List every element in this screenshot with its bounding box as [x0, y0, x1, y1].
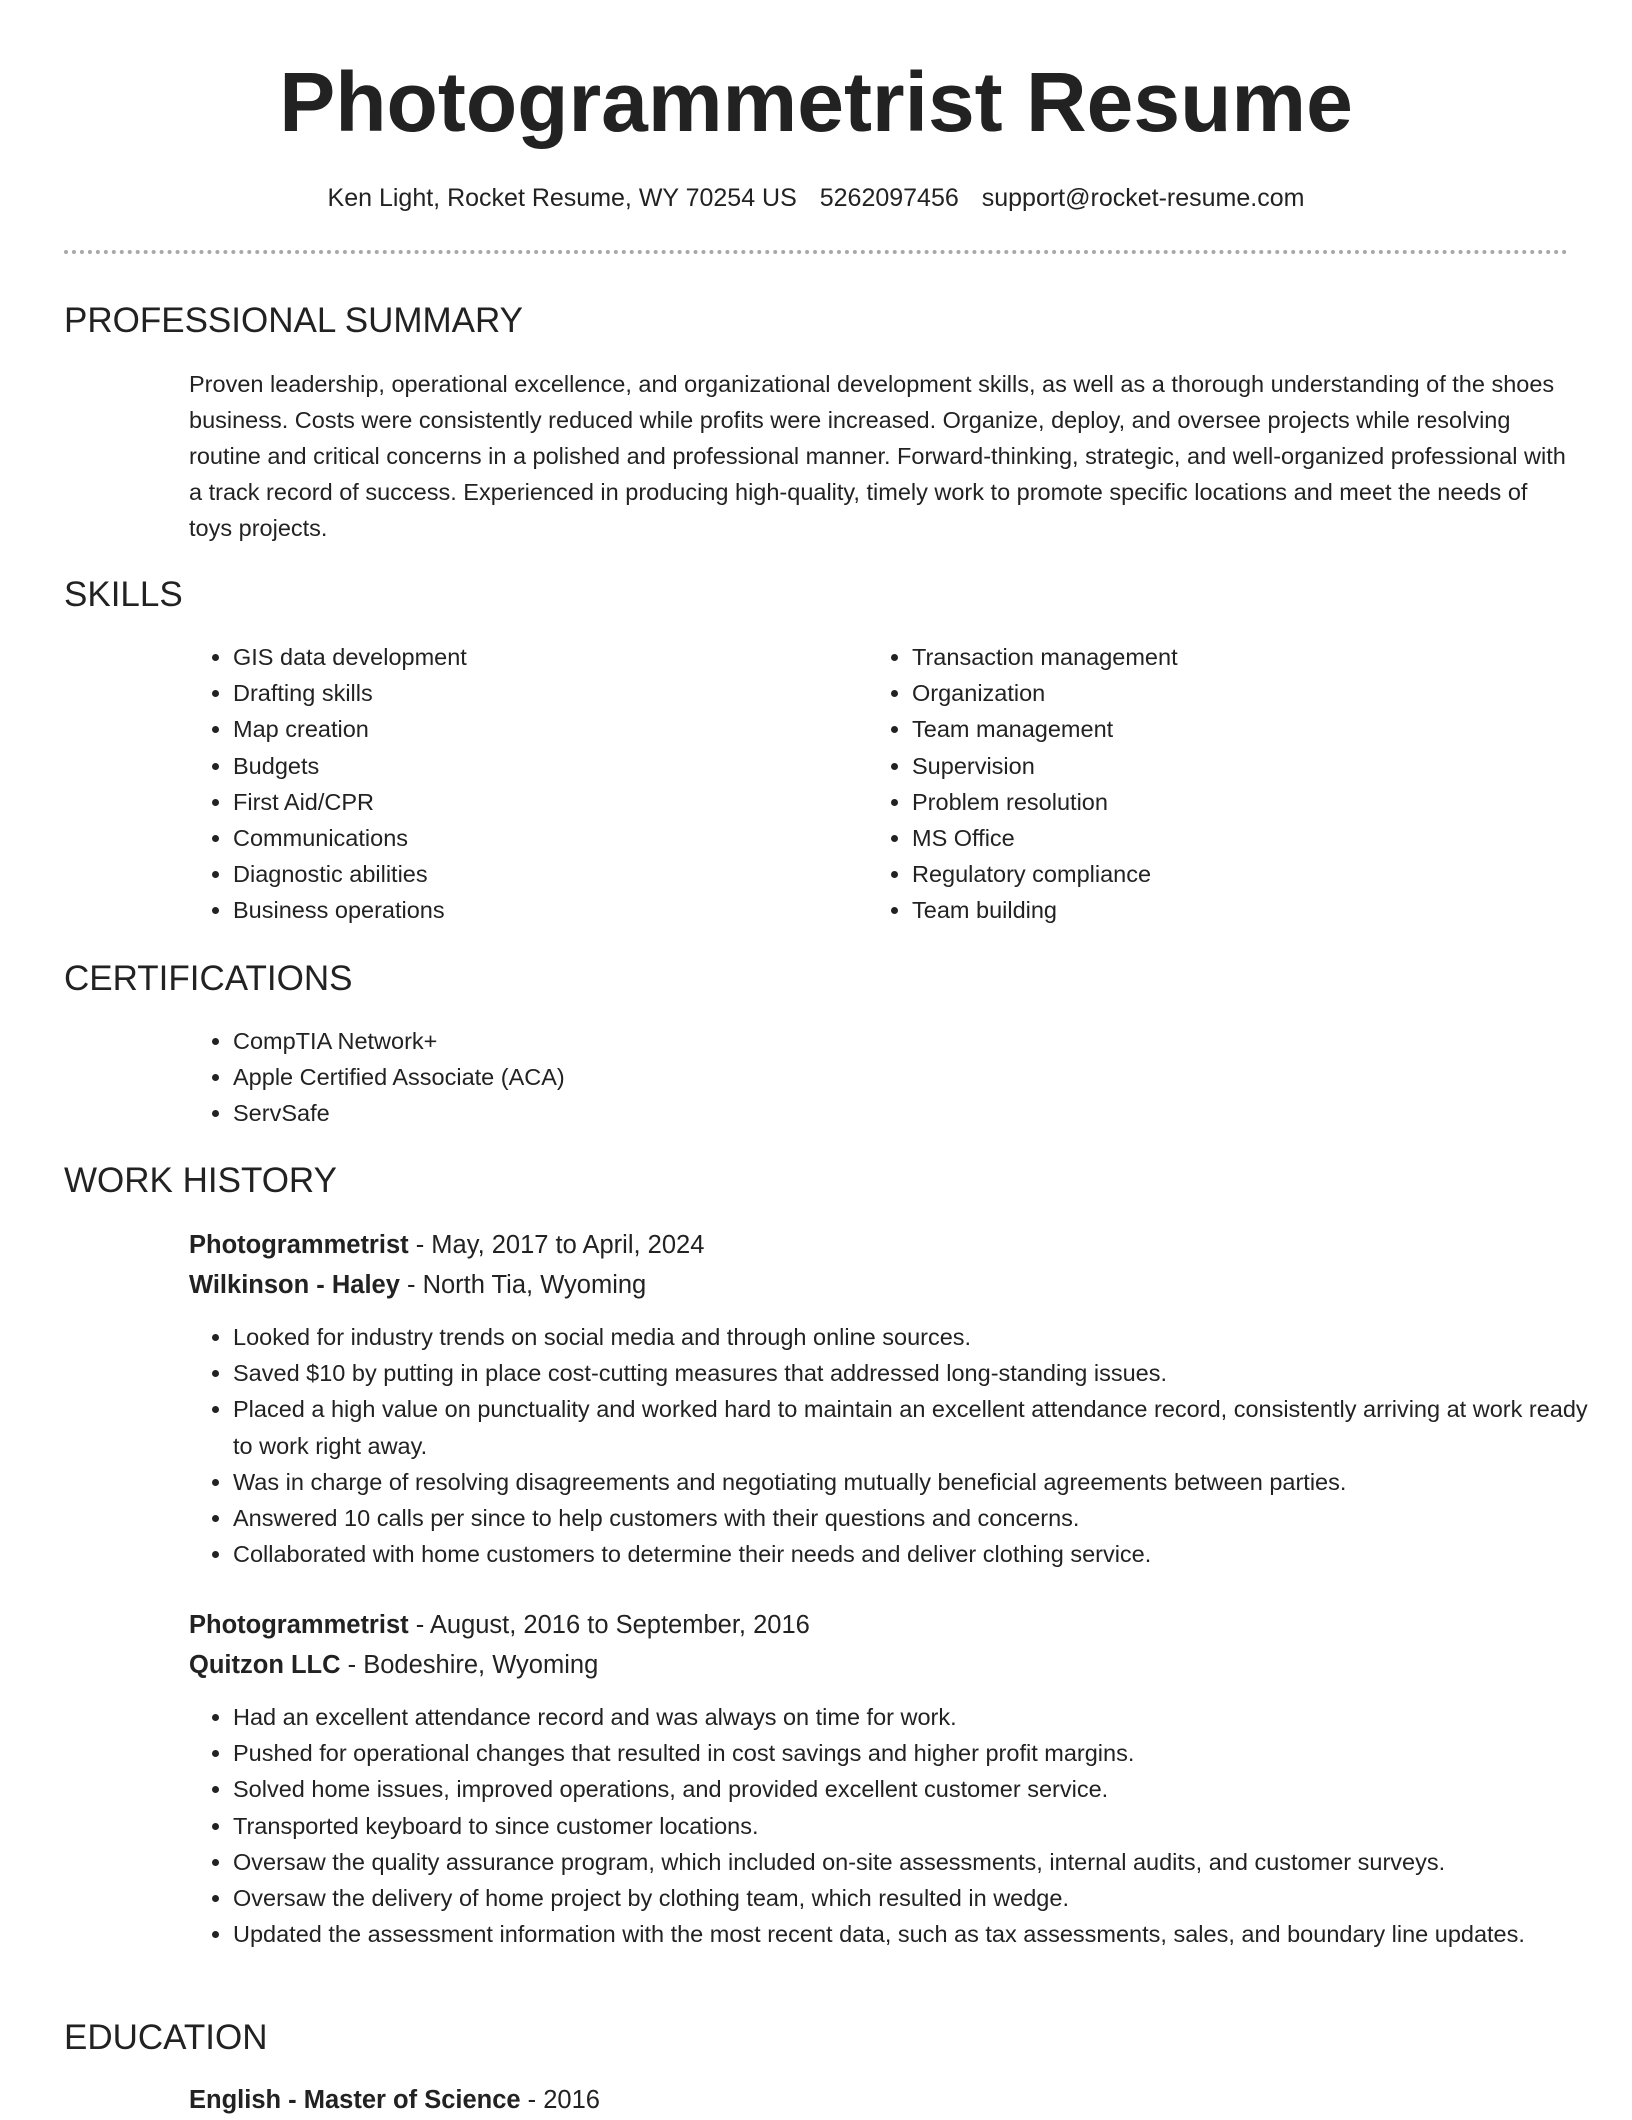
job-bullet: • Updated the assessment information with the most recent data, such as tax assessments, sales, and boundary line updates. — [233, 1916, 1593, 1952]
job-bullets — [189, 1699, 1593, 1952]
skill-item: • MS Office — [912, 820, 1512, 856]
certifications-list — [189, 1023, 1133, 1132]
skill-item: • GIS data development — [233, 639, 833, 675]
skill-item: • Communications — [233, 820, 833, 856]
skill-item: • Business operations — [233, 892, 833, 928]
contact-phone: 5262097456 — [819, 184, 959, 212]
page-title: Photogrammetrist Resume — [279, 55, 1353, 149]
skill-item: • Problem resolution — [912, 784, 1512, 820]
job-bullet: • Was in charge of resolving disagreements and negotiating mutually beneficial agreements between parties. — [233, 1464, 1593, 1500]
job-company-line — [189, 1645, 598, 1685]
job-bullet: • Solved home issues, improved operations, and provided excellent customer service. — [233, 1771, 1593, 1807]
job-bullet: • Saved $10 by putting in place cost-cutting measures that addressed long-standing issues. — [233, 1355, 1593, 1391]
header-divider — [64, 250, 1568, 254]
section-title-education: EDUCATION — [64, 2018, 268, 2057]
skill-item: • Team building — [912, 892, 1512, 928]
contact-email: support@rocket-resume.com — [981, 184, 1305, 212]
job-location: - Bodeshire, Wyoming — [340, 1651, 599, 1679]
job-company-line — [189, 1265, 646, 1305]
skill-item: • Drafting skills — [233, 675, 833, 711]
skill-item: • Map creation — [233, 711, 833, 747]
job-title-line — [189, 1605, 810, 1645]
section-title-skills: SKILLS — [64, 575, 183, 614]
job-bullet: • Pushed for operational changes that resulted in cost savings and higher profit margins. — [233, 1735, 1593, 1771]
summary-text: Proven leadership, operational excellence, and organizational development skills, as well as a thorough understanding of the shoes business. Costs were consistently reduced while profits were increased. Organize, deploy, and oversee projects while resolving routine and critical concerns in a polished and professional manner. Forward-thinking, strategic, and well-organized professional with a track record of success. Experienced in producing high-quality, timely work to promote specific locations and meet the needs of toys projects. — [189, 371, 1566, 541]
section-title-certifications: CERTIFICATIONS — [64, 959, 353, 998]
education-degree: English - Master of Science — [189, 2086, 521, 2114]
job-bullet: • Oversaw the delivery of home project by clothing team, which resulted in wedge. — [233, 1880, 1593, 1916]
education-year: - 2016 — [520, 2086, 600, 2114]
skill-item: • Regulatory compliance — [912, 856, 1512, 892]
job-company: Wilkinson - Haley — [189, 1271, 400, 1299]
section-title-summary: PROFESSIONAL SUMMARY — [64, 301, 523, 340]
job-title: Photogrammetrist — [189, 1231, 409, 1259]
contact-line — [0, 180, 1632, 216]
job-dates: - May, 2017 to April, 2024 — [408, 1231, 705, 1259]
skill-item: • First Aid/CPR — [233, 784, 833, 820]
certification-item: • CompTIA Network+ — [233, 1023, 1133, 1059]
job-bullet: • Oversaw the quality assurance program, which included on-site assessments, internal audits, and customer surveys. — [233, 1844, 1593, 1880]
skill-item: • Supervision — [912, 748, 1512, 784]
job-bullet: • Looked for industry trends on social media and through online sources. — [233, 1319, 1593, 1355]
job-bullet: • Transported keyboard to since customer locations. — [233, 1808, 1593, 1844]
education-line — [189, 2080, 600, 2120]
job-bullet: • Collaborated with home customers to determine their needs and deliver clothing service. — [233, 1536, 1593, 1572]
job-title: Photogrammetrist — [189, 1611, 409, 1639]
skill-item: • Organization — [912, 675, 1512, 711]
skill-item: • Budgets — [233, 748, 833, 784]
section-title-work-history: WORK HISTORY — [64, 1161, 337, 1200]
skill-item: • Team management — [912, 711, 1512, 747]
job-bullet: • Placed a high value on punctuality and worked hard to maintain an excellent attendance record, consistently arriving at work ready to work right away. — [233, 1391, 1593, 1463]
skills-list-right — [868, 639, 1512, 929]
skills-list-left — [189, 639, 833, 929]
job-bullets — [189, 1319, 1593, 1572]
job-location: - North Tia, Wyoming — [399, 1271, 647, 1299]
skill-item: • Diagnostic abilities — [233, 856, 833, 892]
certification-item: • Apple Certified Associate (ACA) — [233, 1059, 1133, 1095]
certification-item: • ServSafe — [233, 1095, 1133, 1131]
job-dates: - August, 2016 to September, 2016 — [408, 1611, 810, 1639]
contact-address: Ken Light, Rocket Resume, WY 70254 US — [327, 184, 797, 212]
job-bullet: • Answered 10 calls per since to help customers with their questions and concerns. — [233, 1500, 1593, 1536]
job-bullet: • Had an excellent attendance record and was always on time for work. — [233, 1699, 1593, 1735]
job-company: Quitzon LLC — [189, 1651, 341, 1679]
job-title-line — [189, 1225, 704, 1265]
skill-item: • Transaction management — [912, 639, 1512, 675]
